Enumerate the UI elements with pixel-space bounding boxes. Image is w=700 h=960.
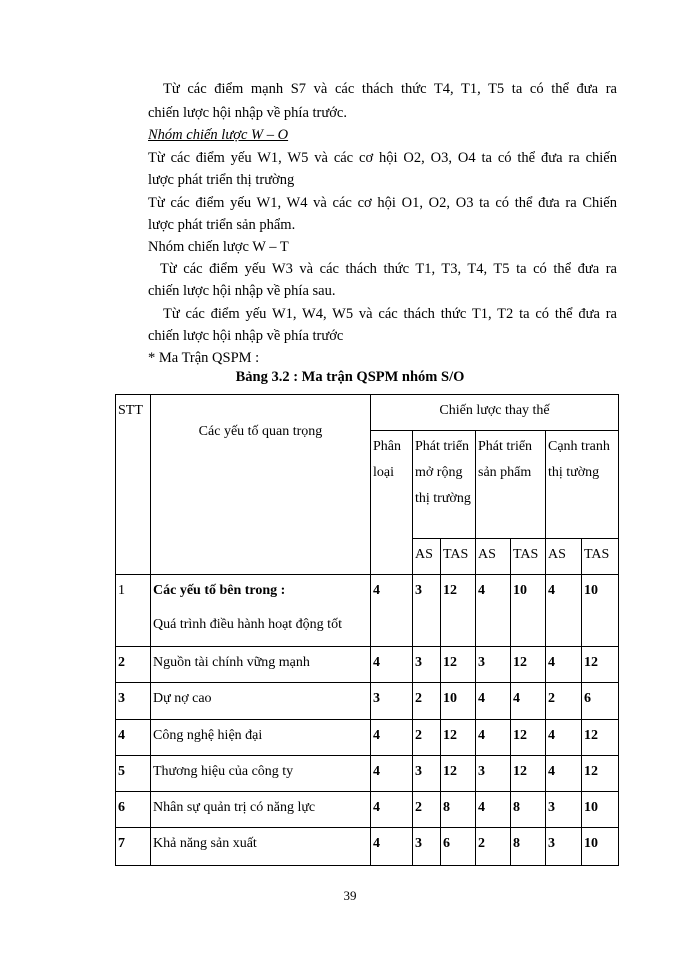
paragraph-1-line-2: chiến lược hội nhập về phía trước. [148,105,347,121]
row-stt: 5 [116,756,151,792]
header-strategy-1: Phát triển mở rộng thị trường [413,431,476,539]
row-stt: 4 [116,720,151,756]
paragraph-5-line-1: Từ các điểm yếu W1, W4, W5 và các thách thức T1, T2 ta có thể đưa ra [163,306,617,322]
qspm-heading: * Ma Trận QSPM : [148,350,260,366]
row-classification: 4 [371,828,413,866]
paragraph-4-line-2: chiến lược hội nhập về phía sau. [148,283,336,299]
row-stt: 3 [116,683,151,720]
row-factor: Khả năng sản xuất [151,828,371,866]
qspm-table [115,394,619,866]
row-stt: 7 [116,828,151,866]
row-tas-1: 12 [441,575,476,647]
wo-strategy-heading: Nhóm chiến lược W – O [148,127,289,143]
row-tas-3: 12 [582,647,619,683]
row-classification: 4 [371,756,413,792]
table-row [116,756,619,792]
row-tas-1: 12 [441,647,476,683]
row-as-3: 4 [546,575,582,647]
header-alternatives: Chiến lược thay thế [371,395,619,431]
row-as-2: 4 [476,575,511,647]
table-row [116,792,619,828]
row-classification: 3 [371,683,413,720]
paragraph-2-line-2: lược phát triển thị trường [148,172,295,188]
paragraph-3-line-1: Từ các điểm yếu W1, W4 và các cơ hội O1, O2, O3 ta có thể đưa ra Chiến [148,195,617,211]
row-as-2: 3 [476,756,511,792]
row-tas-3: 6 [582,683,619,720]
row-as-3: 4 [546,647,582,683]
table-row [116,647,619,683]
paragraph-3-line-2: lược phát triển sản phẩm. [148,217,296,233]
row-factor: Quá trình điều hành hoạt động tốt [153,617,342,632]
row-tas-2: 10 [511,575,546,647]
header-as-2: AS [476,539,511,575]
row-factor: Công nghệ hiện đại [151,720,371,756]
row-as-3: 3 [546,828,582,866]
row-as-2: 2 [476,828,511,866]
row-tas-3: 10 [582,575,619,647]
table-caption: Bảng 3.2 : Ma trận QSPM nhóm S/O [235,369,465,385]
row-tas-1: 10 [441,683,476,720]
header-factors: Các yếu tố quan trọng [151,395,371,575]
header-strategy-2: Phát triển sản phẩm [476,431,546,539]
paragraph-5-line-2: chiến lược hội nhập về phía trước [148,328,344,344]
row-tas-3: 12 [582,756,619,792]
paragraph-4-line-1: Từ các điểm yếu W3 và các thách thức T1, T3, T4, T5 ta có thể đưa ra [160,261,617,277]
row-as-3: 3 [546,792,582,828]
row-classification: 4 [371,647,413,683]
header-classification: Phân loại [371,431,413,575]
row-factor-cell [151,575,371,647]
row-tas-1: 8 [441,792,476,828]
row-as-3: 2 [546,683,582,720]
row-as-1: 3 [413,756,441,792]
row-tas-1: 12 [441,756,476,792]
paragraph-1-line-1: Từ các điểm mạnh S7 và các thách thức T4, T1, T5 ta có thể đưa ra [163,81,617,97]
row-as-2: 4 [476,792,511,828]
row-factor: Dự nợ cao [151,683,371,720]
row-as-2: 4 [476,683,511,720]
row-tas-2: 4 [511,683,546,720]
row-group-label: Các yếu tố bên trong : [153,583,286,598]
table-row [116,720,619,756]
header-tas-2: TAS [511,539,546,575]
row-classification: 4 [371,575,413,647]
header-as-1: AS [413,539,441,575]
table-row [116,683,619,720]
row-classification: 4 [371,720,413,756]
row-tas-3: 10 [582,828,619,866]
row-tas-1: 6 [441,828,476,866]
row-tas-3: 10 [582,792,619,828]
header-as-3: AS [546,539,582,575]
row-tas-2: 12 [511,720,546,756]
row-factor: Thương hiệu của công ty [151,756,371,792]
row-tas-2: 8 [511,792,546,828]
header-tas-1: TAS [441,539,476,575]
wt-strategy-heading: Nhóm chiến lược W – T [148,239,289,255]
row-as-1: 2 [413,792,441,828]
row-stt: 1 [116,575,151,647]
row-as-1: 3 [413,575,441,647]
row-as-2: 3 [476,647,511,683]
table-header-row-1 [116,395,619,431]
header-stt: STT [116,395,151,575]
row-tas-1: 12 [441,720,476,756]
row-factor: Nhân sự quản trị có năng lực [151,792,371,828]
row-as-1: 2 [413,683,441,720]
row-as-3: 4 [546,720,582,756]
table-row [116,828,619,866]
row-tas-2: 12 [511,756,546,792]
row-as-1: 2 [413,720,441,756]
row-as-1: 3 [413,647,441,683]
table-row [116,575,619,647]
row-stt: 6 [116,792,151,828]
row-classification: 4 [371,792,413,828]
page-number: 39 [343,888,357,903]
row-as-1: 3 [413,828,441,866]
row-as-2: 4 [476,720,511,756]
header-tas-3: TAS [582,539,619,575]
row-stt: 2 [116,647,151,683]
row-as-3: 4 [546,756,582,792]
row-tas-2: 8 [511,828,546,866]
row-tas-3: 12 [582,720,619,756]
header-strategy-3: Cạnh tranh thị tường [546,431,619,539]
row-tas-2: 12 [511,647,546,683]
row-factor: Nguồn tài chính vững mạnh [151,647,371,683]
paragraph-2-line-1: Từ các điểm yếu W1, W5 và các cơ hội O2, O3, O4 ta có thể đưa ra chiến [148,150,617,166]
